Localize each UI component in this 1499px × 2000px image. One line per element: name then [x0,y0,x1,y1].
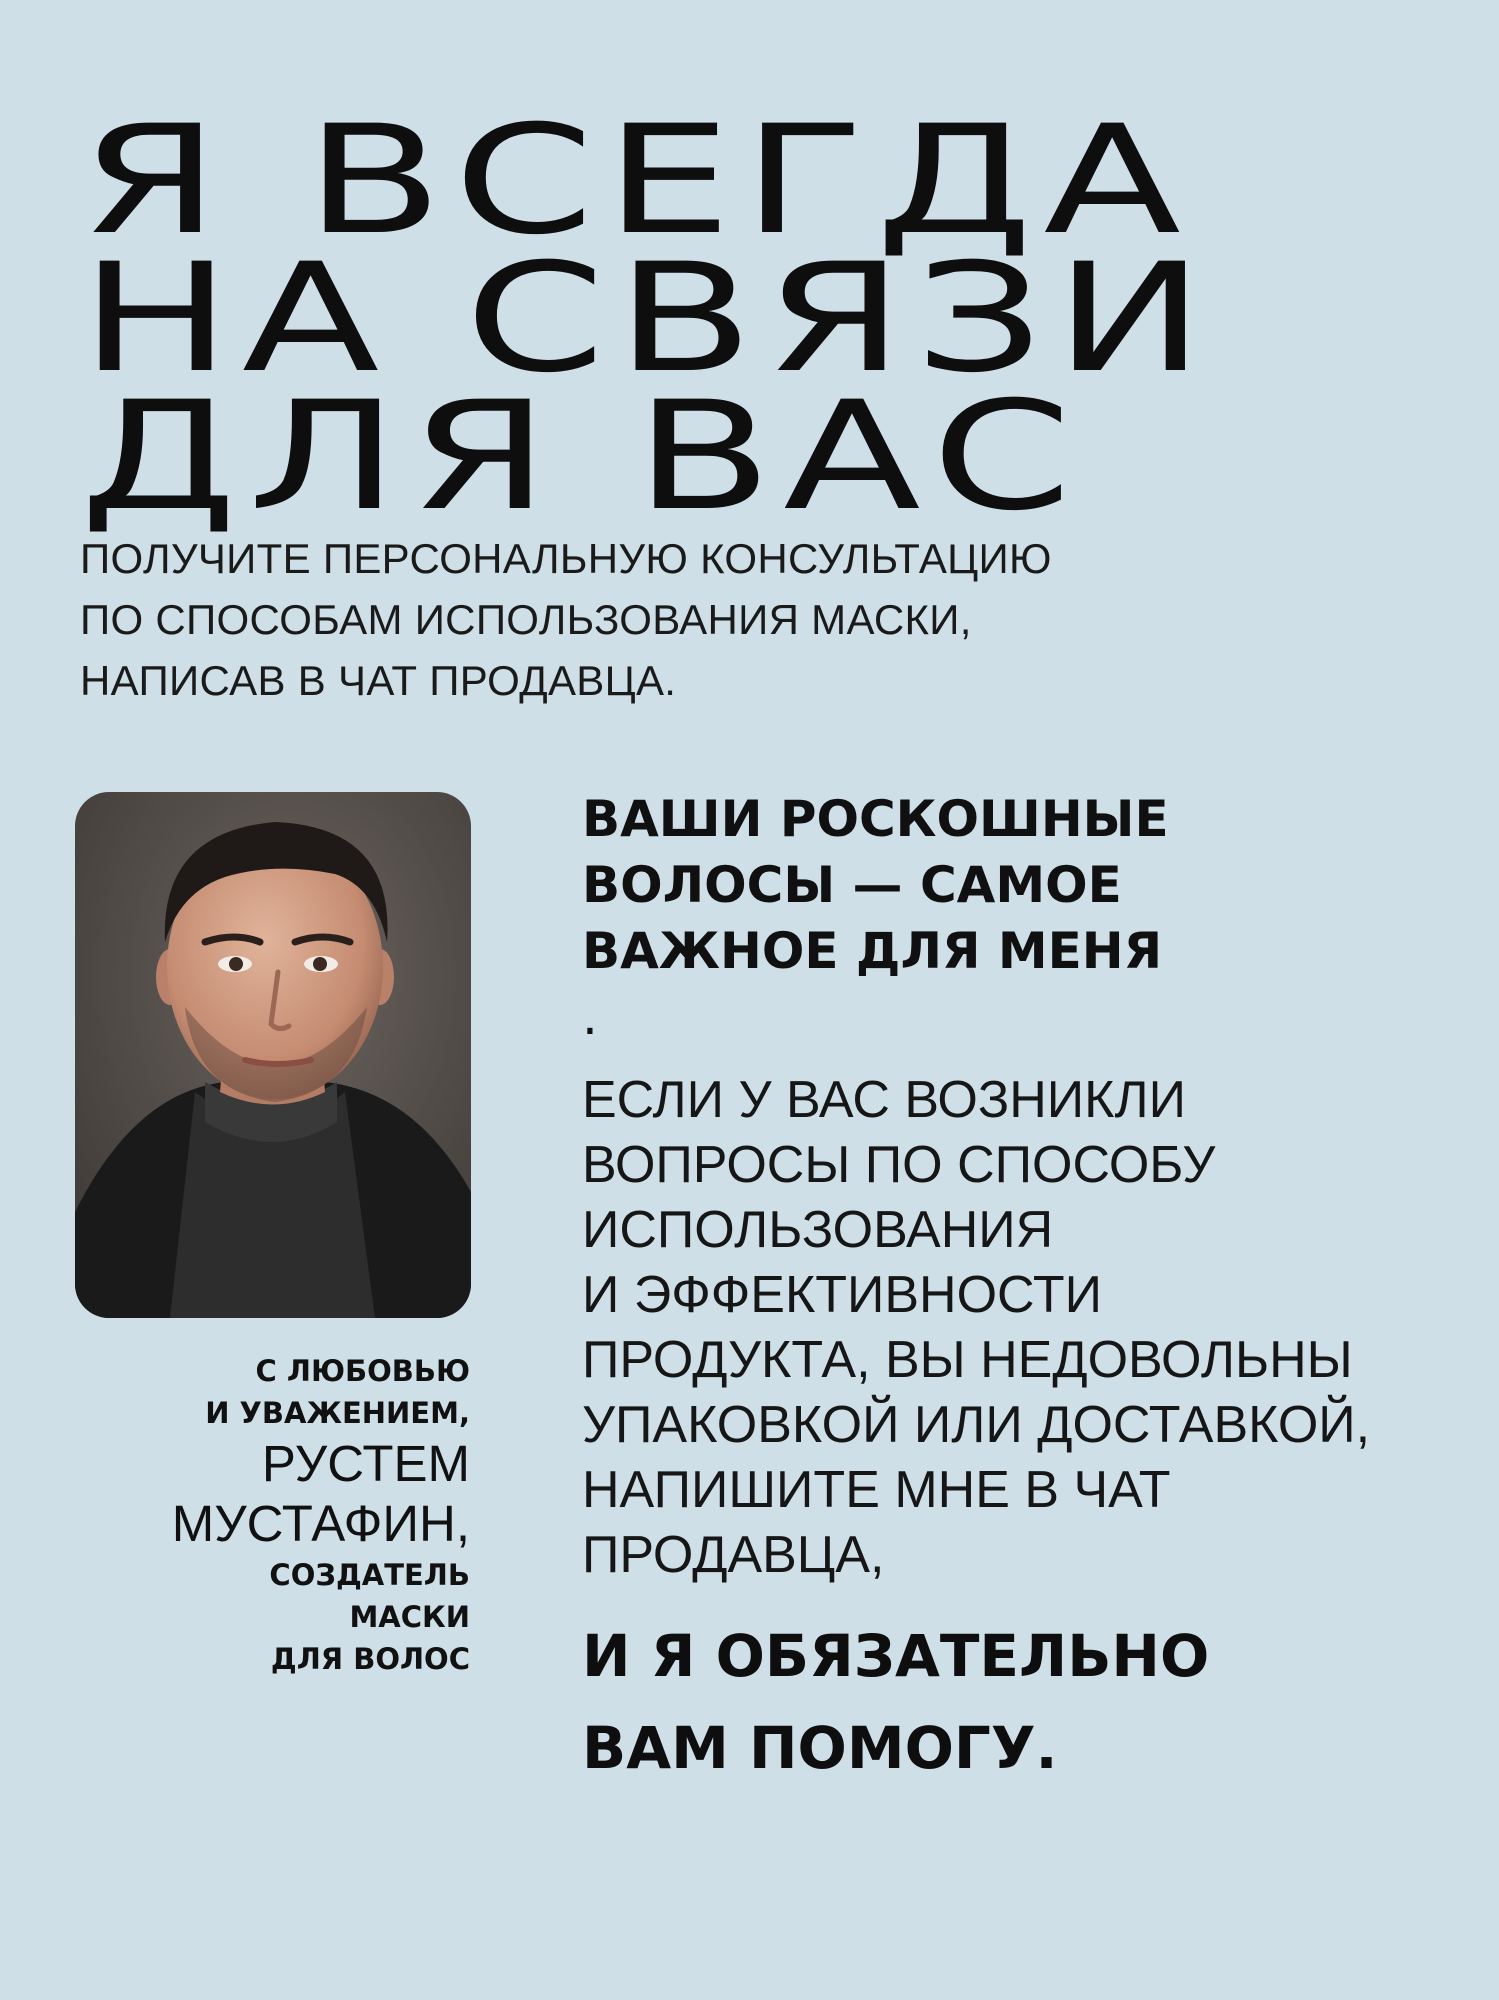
body-line-8: ПРОДАВЦА, [582,1526,885,1584]
author-role-line-1: СОЗДАТЕЛЬ [269,1558,470,1592]
author-role-line-2: МАСКИ [349,1600,470,1634]
body-line-6: УПАКОВКОЙ ИЛИ ДОСТАВКОЙ, [582,1396,1371,1454]
lead-line-1: ВАШИ РОСКОШНЫЕ [582,790,1169,848]
body-line-4: И ЭФФЕКТИВНОСТИ [582,1266,1103,1324]
subheadline-line-3: НАПИСАВ В ЧАТ ПРОДАВЦА. [80,657,677,704]
body-paragraph [582,1068,1482,1588]
subheadline-line-2: ПО СПОСОБАМ ИСПОЛЬЗОВАНИЯ МАСКИ, [80,596,972,643]
body-line-5: ПРОДУКТА, ВЫ НЕДОВОЛЬНЫ [582,1331,1353,1389]
body-line-7: НАПИШИТЕ МНЕ В ЧАТ [582,1461,1171,1519]
body-line-1: ЕСЛИ У ВАС ВОЗНИКЛИ [582,1071,1186,1129]
headline [80,94,1216,544]
closing-statement [582,1610,1482,1794]
author-portrait-photo [75,792,471,1318]
lead-period: . [582,988,598,1046]
author-signature [172,1350,470,1680]
author-role-line-3: ДЛЯ ВОЛОС [270,1642,470,1676]
signature-greeting-line-1: С ЛЮБОВЬЮ [255,1354,470,1388]
body-line-2: ВОПРОСЫ ПО СПОСОБУ [582,1136,1216,1194]
message-column [582,786,1482,1794]
lead-line-3 [582,918,1482,1050]
headline-line-2: НА СВЯЗИ [80,232,1216,406]
closing-line-1: И Я ОБЯЗАТЕЛЬНО [582,1622,1210,1690]
subheadline [80,528,1052,711]
lead-line-3-text: ВАЖНОЕ ДЛЯ МЕНЯ [582,922,1163,980]
closing-line-2: ВАМ ПОМОГУ. [582,1714,1058,1782]
author-last-name: МУСТАФИН, [171,1495,470,1552]
headline-line-3: ДЛЯ ВАС [80,370,1083,544]
body-line-3: ИСПОЛЬЗОВАНИЯ [582,1201,1054,1259]
lead-statement [582,786,1482,1050]
author-first-name: РУСТЕМ [261,1435,470,1492]
signature-greeting-line-2: И УВАЖЕНИЕМ, [205,1396,470,1430]
headline-line-1: Я ВСЕГДА [80,94,1192,268]
lead-line-2: ВОЛОСЫ — САМОЕ [582,856,1122,914]
subheadline-line-1: ПОЛУЧИТЕ ПЕРСОНАЛЬНУЮ КОНСУЛЬТАЦИЮ [80,535,1052,582]
